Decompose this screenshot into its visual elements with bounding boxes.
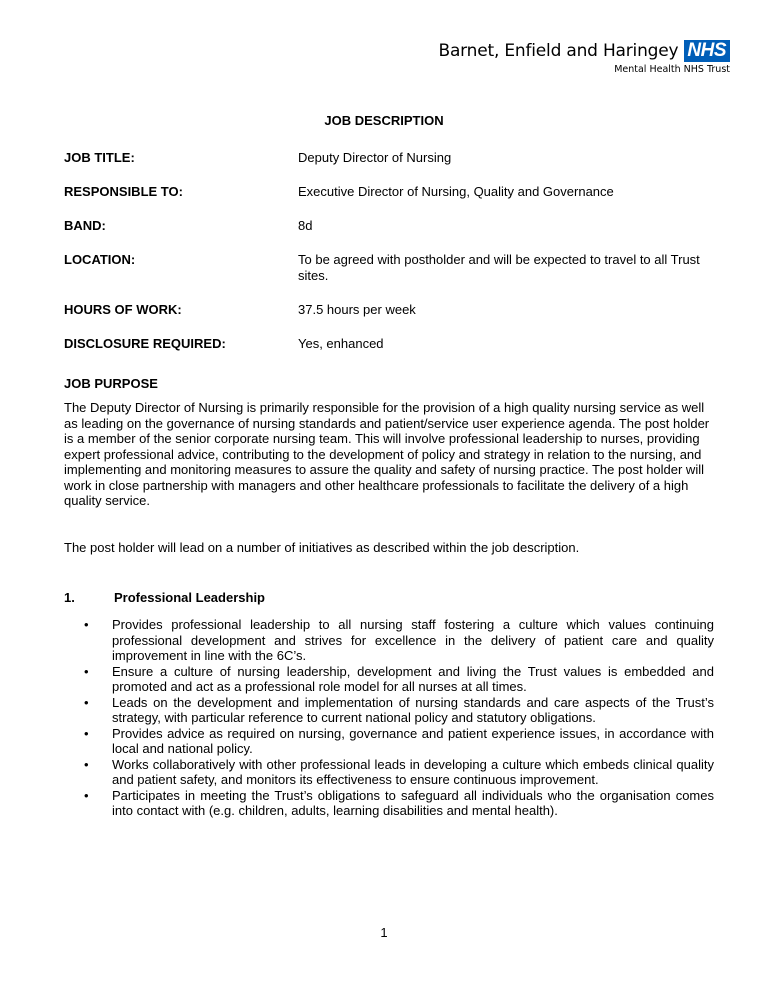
field-value: Executive Director of Nursing, Quality and Governance [298,184,614,199]
field-label: LOCATION: [64,252,136,267]
job-purpose-note: The post holder will lead on a number of initiatives as described within the job description. [64,540,580,555]
bullet-icon: • [84,663,89,679]
bullet-icon: • [84,787,89,803]
list-item: • Participates in meeting the Trust’s obligations to safeguard all individuals who the organisation comes into contact with (e.g. children, adults, learning disabilities and mental health). [84,787,714,818]
leadership-bullet-list [84,617,714,819]
bullet-icon: • [84,725,89,741]
section-number: 1. [64,590,75,605]
field-label: BAND: [64,218,106,233]
list-item: • Works collaboratively with other professional leads in developing a culture which embeds clinical quality and patient safety, and monitors its effectiveness to ensure continuous improvement. [84,756,714,787]
bullet-icon: • [84,756,89,772]
list-item: • Provides advice as required on nursing, governance and patient experience issues, in accordance with local and national policy. [84,725,714,756]
field-label: JOB TITLE: [64,150,135,165]
section-title: Professional Leadership [114,590,265,605]
field-row [64,302,724,318]
field-value: Deputy Director of Nursing [298,150,452,165]
job-details [64,150,724,352]
page-number: 1 [380,925,388,940]
bullet-icon: • [84,617,89,632]
field-row [64,218,724,234]
field-value: 8d [298,218,313,233]
field-row [64,252,724,284]
trust-logo [439,40,731,75]
list-item: • Leads on the development and implementation of nursing standards and care aspects of the Trust’s strategy, with particular reference to current national policy and statutory obligations. [84,694,714,725]
field-label: RESPONSIBLE TO: [64,184,183,199]
field-row [64,184,724,200]
org-name: Barnet, Enfield and Haringey [438,41,679,61]
field-label: HOURS OF WORK: [64,302,182,317]
org-subtitle: Mental Health NHS Trust [614,64,730,75]
field-value: To be agreed with postholder and will be expected to travel to all Trust sites. [298,252,700,283]
nhs-logo-icon: NHS [684,40,730,62]
field-label: DISCLOSURE REQUIRED: [64,336,226,351]
job-purpose-heading: JOB PURPOSE [64,376,158,391]
field-value: Yes, enhanced [298,336,384,351]
field-row [64,150,724,166]
section-heading [64,590,265,605]
field-row [64,336,724,352]
document-title: JOB DESCRIPTION [324,113,444,128]
field-value: 37.5 hours per week [298,302,416,317]
bullet-icon: • [84,694,89,710]
list-item: • Provides professional leadership to all nursing staff fostering a culture which values continuing professional development and strives for excellence in the delivery of patient care and quality improvement in line with the 6C’s. [84,617,714,663]
job-purpose-paragraph: The Deputy Director of Nursing is primarily responsible for the provision of a high quality nursing service as well as leading on the governance of nursing standards and patient/service user experience agenda. The post holder is a member of the senior corporate nursing team. This will involve professional leadership to nurses, providing expert professional advice, contributing to the development of policy and strategy in relation to the nursing, and implementing and monitoring measures to assure the quality and safety of nursing practice. The post holder will work in close partnership with managers and other healthcare professionals to facilitate the delivery of a high quality service. [64,400,710,508]
list-item: • Ensure a culture of nursing leadership, development and living the Trust values is embedded and promoted and act as a professional role model for all nurses at all times. [84,663,714,694]
